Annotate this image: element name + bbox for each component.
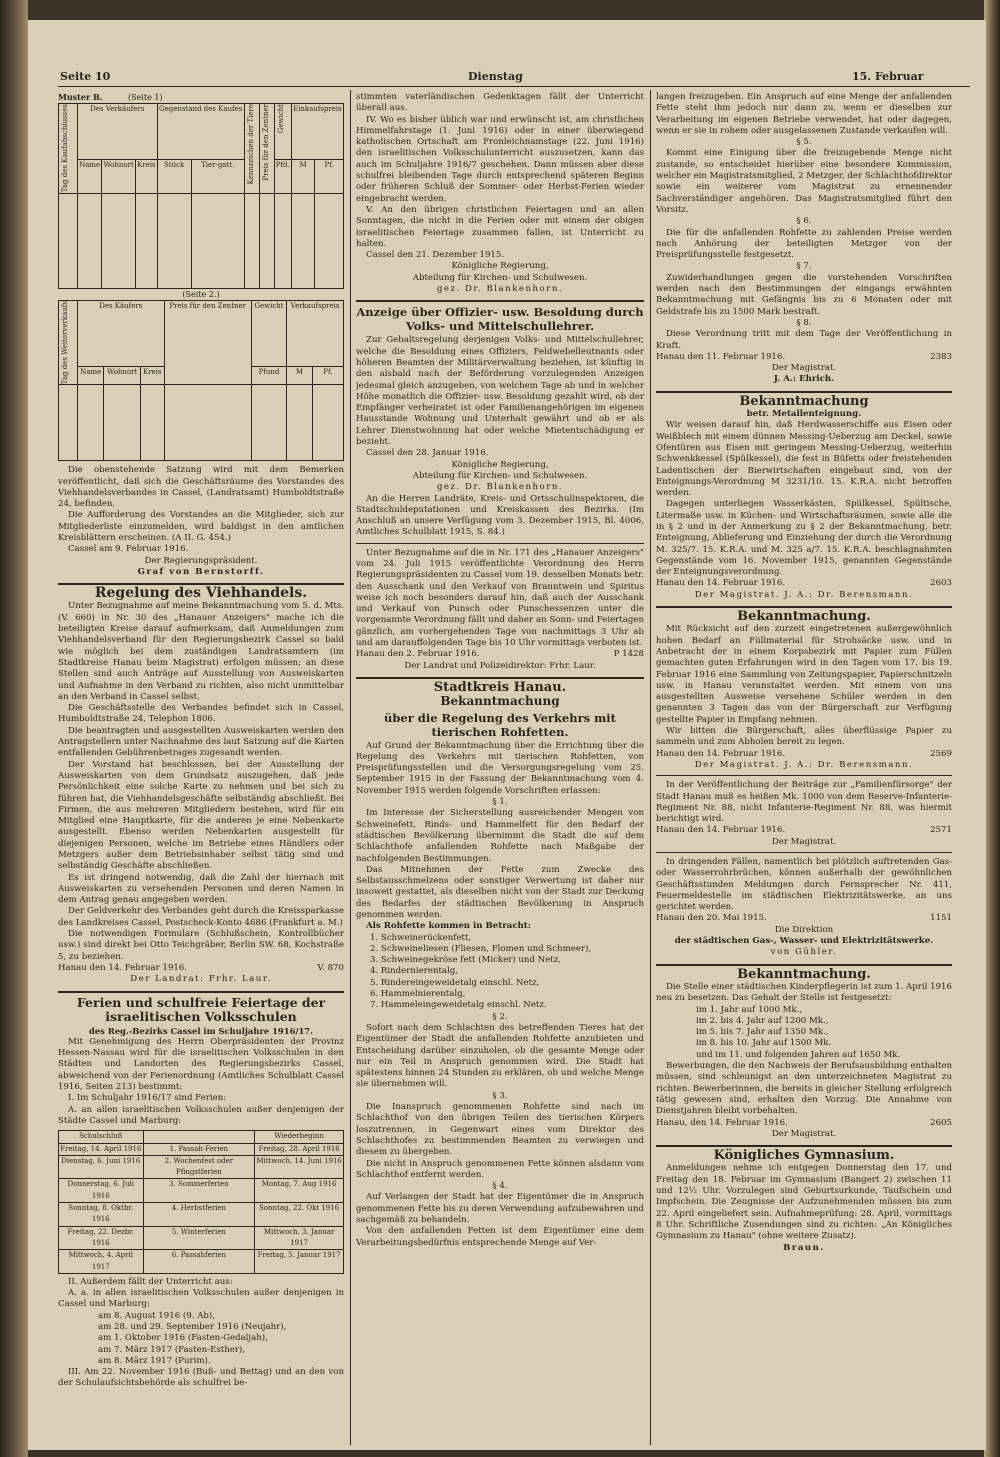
notice-text: Von den anfallenden Fetten ist dem Eigentümer eine dem Verarbeitungsbedürfnis entsprechende Menge auf Ver-: [356, 1226, 644, 1248]
dateline-date: Hanau den 14. Februar 1916.: [656, 748, 786, 759]
dateline: [656, 749, 952, 760]
cell: Mittwoch, 4. April 1917: [59, 1250, 144, 1274]
section-subtitle: betr. Metallenteignung.: [746, 409, 862, 420]
notice-text: Sofort nach dem Schlachten des betreffenden Tieres hat der Eigentümer der Stadt die anfallenden Rohfette anzubieten und Entscheidung darüber einzuholen, ob die gesamte Menge oder nur ein Teil in Anspruch genommen wird. Die Stadt hat spätestens binnen 24 Stunden zu erklären, ob und welche Menge sie übernehmen will.: [356, 1022, 644, 1090]
divider: [356, 543, 644, 544]
th-name: Name: [78, 160, 102, 193]
reference-number: V. 870: [317, 962, 344, 973]
divider: [656, 1145, 952, 1147]
signature: Königliche Regierung,: [451, 261, 549, 272]
notice-text: langen freizugeben. Ein Anspruch auf eine Menge der anfallenden Fette steht ihm jedoch nur dann zu, wenn er dieselben zur Verarbeitung im eigenen Betriebe verwendet, hat oder dagegen, wenn er sie in rohem oder ausgelassenen Zustande verkaufen will.: [656, 92, 952, 136]
notice-text: Die nicht in Anspruch genommenen Fette können alsdann vom Schlachthof entfernt werden.: [356, 1158, 644, 1180]
th-stueck: Stück: [157, 160, 191, 193]
th-gegenstand: Gegenstand des Kaufes: [157, 104, 244, 160]
th2-m: M: [287, 366, 313, 384]
list-item: 4. Rindernierentalg,: [370, 966, 459, 977]
reference-number: 2603: [930, 578, 952, 589]
paragraph-number: § 2.: [492, 1011, 508, 1022]
signature: J. A.: Ehrich.: [773, 374, 835, 385]
divider: [356, 677, 644, 679]
table-row: [59, 1226, 344, 1250]
list-item: und im 11. und folgenden Jahren auf 1650 Mk.: [696, 1049, 901, 1060]
th-tag: Tag des Kaufabschlusses: [61, 104, 69, 193]
cell: Freitag, 14. April 1916: [59, 1143, 144, 1155]
divider: [656, 606, 952, 608]
form-table-1: [58, 103, 344, 288]
section-title: über die Regelung des Verkehrs mit tierischen Rohfetten.: [384, 710, 616, 739]
notice-text: Die für die anfallenden Rohfette zu zahlenden Preise werden nach Anhörung der beteiligten Metzger von der Preisprüfungsstelle festgesetzt.: [656, 227, 952, 261]
cell: Dienstag, 6. Juni 1916: [59, 1155, 144, 1179]
notice-text: Bewerbungen, die den Nachweis der Berufsausbildung enthalten müssen, sind schleunigst an den unterzeichneten Magistrat zu richten. Bewerberinnen, die bereits in gleicher Stellung erfolgreich tätig gewesen sind, erhalten den Vorzug. Die Annahme von Dienstjahren bleibt vorbehalten.: [656, 1061, 952, 1117]
date-item: am 1. Oktober 1916 (Fasten-Gedaljah),: [98, 1333, 268, 1344]
dateline: [356, 649, 644, 660]
th-kreis: Kreis: [135, 160, 157, 193]
notice-text: Die Inanspruch genommenen Rohfette sind nach im Schlachthof von den übrigen Teilen des tierischen Körpers loszutrennen, in Gegenwart eines vom Direktor des Schlachthofes zu bestimmenden Beamten zu verwiegen und diesem zu übergeben.: [356, 1102, 644, 1158]
signature: Der Landrat: Frhr. Laur.: [130, 974, 272, 985]
notice-text: V. An den übrigen christlichen Feiertagen und an allen Sonntagen, die nicht in die Ferien oder mit einem der obigen israelitischen Feiertage zusammen fallen, ist Unterricht zu halten.: [356, 204, 644, 249]
notice-text: In dringenden Fällen, namentlich bei plötzlich auftretenden Gas- oder Wasserrohrbrüchen, können außerhalb der gewöhnlichen Geschäftsstunden Meldungen durch Fernsprecher Nr. 411, Feuermeldestelle im städtischen Elektrizitätswerke, an uns gerichtet werden.: [656, 857, 952, 913]
notice-text: A. a. in allen israelitischen Volksschulen außer denjenigen in Cassel und Marburg:: [58, 1288, 344, 1310]
section-title: Bekanntmachung: [440, 694, 560, 709]
signature: Der Magistrat. J. A.: Dr. Berensmann.: [694, 759, 914, 770]
fat-list: [356, 933, 644, 1012]
notice-text: Die beantragten und ausgestellten Ausweiskarten werden den Antragstellern unter Nachnahme des laut Satzung auf die Karten entfallenden Gebührenbetrages zugesandt werden.: [58, 725, 344, 759]
th2-gewicht: Gewicht: [251, 300, 286, 366]
notice-text: I. Im Schuljahr 1916/17 sind Ferien:: [68, 1093, 227, 1104]
weekday: Dienstag: [468, 70, 523, 83]
dateline: [656, 352, 952, 363]
th-m: M: [291, 160, 315, 193]
cell: Sonntag, 8. Oktbr. 1916: [59, 1203, 144, 1227]
column-divider: [350, 90, 351, 1445]
notice-text: stimmten vaterländischen Gedenktagen fällt der Unterricht überall aus.: [356, 92, 644, 114]
cell: Freitag, 28. April 1916: [255, 1143, 344, 1155]
cell: 1. Passah-Ferien: [143, 1143, 255, 1155]
cell: 4. Herbstferien: [143, 1203, 255, 1227]
table-row: [59, 1143, 344, 1155]
notice-text: Es ist dringend notwendig, daß die Zahl der hiernach mit Ausweiskarten zu versehenden Personen und deren Namen in dem Antrag genau angegeben werden.: [58, 872, 344, 906]
date-item: am 8. August 1916 (9. Ab),: [98, 1310, 215, 1321]
notice-text: II. Außerdem fällt der Unterricht aus:: [68, 1276, 233, 1287]
cell: Freitag, 5. Januar 1917: [255, 1250, 344, 1274]
notice-text: An die Herren Landräte, Kreis- und Ortsschulinspektoren, die Stadtschuldeputationen und Kreiskassen des Bezirks. (Im Anschluß an unsere Verfügung vom 3. Dezember 1915, Bl. 4006, Amtliches Schulblatt 1915, S. 84.): [356, 493, 644, 538]
table-row: [59, 1203, 344, 1227]
salary-list: [656, 1005, 952, 1061]
column-2: [356, 92, 644, 1249]
reference-number: 1151: [930, 913, 952, 924]
form-page1-label: (Seite 1): [127, 93, 163, 102]
th2-pf: Pf.: [312, 366, 343, 384]
table-row: [59, 1155, 344, 1179]
dateline-date: Hanau den 14. Februar 1916.: [58, 962, 188, 973]
date-item: am 8. März 1917 (Purim).: [98, 1355, 211, 1366]
section-title: Ferien und schulfreie Feiertage der israelitischen Volksschulen: [76, 994, 326, 1024]
th-einkauf: Einkaufspreis: [291, 104, 343, 160]
dateline-date: Hanau den 14. Februar 1916.: [656, 825, 786, 836]
th-schulschluss: Schulschluß: [59, 1131, 144, 1143]
binding-edge: [0, 0, 28, 1457]
notice-text: Zur Gehaltsregelung derjenigen Volks- und Mittelschullehrer, welche die Besoldung eines Offiziers, Feldwebelleutnants oder höheren Beamten der Militärverwaltung beziehen, ist künftig in den alsbald nach der Beförderung vorzulegenden Anzeigen jedesmal gleich anzugeben, von welchem Tage ab und in welcher Höhe monatlich die Offizier- usw. Besoldung gezahlt wird, ob der Empfänger verheiratet ist oder Familienangehörigen im eigenen Hausstande Wohnung und Unterhalt gewährt und ob er als Lehrer Dienstwohnung hat oder welche Mietentschädigung er bezieht.: [356, 335, 644, 448]
notice-text: Der Vorstand hat beschlossen, bei der Ausstellung der Ausweiskarten von dem Grundsatz auszugehen, daß jede Persönlichkeit eine solche Karte zu nehmen und bei sich zu führen hat, die Viehhandelsgeschäfte selbständig abschließt. Bei Firmen, die aus mehreren Mitgliedern bestehen, wird für ein Mitglied eine Hauptkarte, für die anderen je eine Nebenkarte ausgestellt. Ebenso werden Nebenkarten ausgestellt für diejenigen Personen, welche im Betriebe eines Händlers oder Metzgers außer dem Betriebsinhaber selbst tätig sind und selbständig Geschäfte abschließen.: [58, 759, 344, 872]
notice-text: Der Geldverkehr des Verbandes geht durch die Kreissparkasse des Landkreises Cassel, Postscheck-Konto 4686 (Frankfurt a. M.): [58, 906, 344, 928]
signature: von Gühler.: [770, 947, 838, 958]
signature: Der Magistrat.: [771, 836, 837, 847]
list-item: 5. Rindereingeweidetalg einschl. Netz,: [370, 977, 540, 988]
th-pf: Pf.: [315, 160, 344, 193]
notice-text: Kommt eine Einigung über die freizugebende Menge nicht zustande, so entscheidet hierüber eine besondere Kommission, welcher ein Magistratsmitglied, 2 Metzger, der Schlachthofdirektor sowie ein weiterer vom Magistrat zu ernennender Sachverständiger angehören. Das Magistratsmitglied führt den Vorsitz.: [656, 148, 952, 215]
column-3: [656, 92, 952, 1254]
date-item: am 7. März 1917 (Fasten-Esther),: [98, 1344, 246, 1355]
list-item: im 8. bis 10. Jahr auf 1500 Mk.: [696, 1038, 832, 1049]
notice-text: IV. Wo es bisher üblich war und erwünscht ist, am christlichen Himmelfahrstage (1. Juni 1916) oder in einer überwiegend katholischen Ortschaft am Fronleichnamstage (22. Juni 1916) den israelitischen Volksschulunterricht auszusetzen, kann das auch im Schuljahre 1916/7 geschehen. Dann müssen aber diese schulfrei bleibenden Tage durch entsprechend späteren Beginn oder früheren Schluß der Sommer- oder Herbst-Ferien wieder eingebracht werden.: [356, 114, 644, 204]
divider: [356, 300, 644, 302]
table-row: [59, 1250, 344, 1274]
notice-text: Unter Bezugnahme auf die in Nr. 171 des „Hanauer Anzeigers" vom 24. Juli 1915 veröffentlichte Verordnung des Herrn Regierungspräsidenten zu Cassel vom 19. desselben Monats betr. den Ausschank und den Verkauf von Branntwein und Spiritus weise ich noch besonders darauf hin, daß auch der Ausschank und Verkauf von Punsch oder Punschessenzen unter die vorgenannte Verordnung fällt und daher an Sonn- und Feiertagen gänzlich, am vorhergehenden Tage von nachmittags 3 Uhr ab und am darauffolgenden Tage bis 10 Uhr vormittags verboten ist.: [356, 547, 644, 649]
dateline-date: Hanau, den 14. Februar 1916.: [656, 1117, 788, 1128]
dateline: [656, 578, 952, 589]
section-title: Bekanntmachung: [739, 393, 869, 409]
cell: Mittwoch, 3. Januar 1917: [255, 1226, 344, 1250]
th-tiergatt: Tier-gatt.: [191, 160, 244, 193]
section-title: Stadtkreis Hanau.: [433, 679, 567, 695]
th-pfd: Pfd.: [274, 160, 291, 193]
section-title: Bekanntmachung.: [737, 966, 871, 982]
notice-text: Die obenstehende Satzung wird mit dem Bemerken veröffentlicht, daß sich die Geschäftsräume des Vorstandes des Viehhandelsverbandes in Cassel, (Landratsamt) Humboldtstraße 24, befinden.: [58, 465, 344, 510]
notice-text: Auf Verlangen der Stadt hat der Eigentümer die in Anspruch genommenen Fette bis zu deren Verwendung aufzubewahren und sachgemäß zu behandeln.: [356, 1192, 644, 1226]
divider: [656, 852, 952, 853]
list-item: im 1. Jahr auf 1000 Mk.,: [696, 1004, 803, 1015]
notice-text: Als Rohfette kommen in Betracht:: [366, 921, 531, 932]
page-number: Seite 10: [60, 70, 111, 83]
dateline: Cassel den 21. Dezember 1915.: [366, 250, 505, 261]
section-title: Königliches Gymnasium.: [713, 1148, 895, 1164]
cell: 5. Winterferien: [143, 1226, 255, 1250]
notice-text: Mit Rücksicht auf den zurzeit eingetretenen außergewöhnlich hohen Bedarf an Füllmaterial für Strohsäcke usw. und in Anbetracht der in einem Korpsbezirk mit Papier zum Füllen gemachten guten Erfahrungen wird in den Tagen vom 17. bis 19. Februar 1916 eine Sammlung von Zeitungspapier, Papierschnitzeln usw. in Hanau veranstaltet werden. Mit einem von uns ausgestellten Ausweise versehene Schüler werden in den genannten 3 Tagen das von der Bürgerschaft zur Verfügung gestellte Papier in Empfang nehmen.: [656, 624, 952, 725]
signature: der städtischen Gas-, Wasser- und Elektrizitätswerke.: [674, 936, 934, 947]
list-item: im 2. bis 4. Jahr auf 1200 Mk.,: [696, 1015, 829, 1026]
notice-text: A. an allen israelitischen Volksschulen außer denjenigen der Städte Cassel und Marburg:: [58, 1104, 344, 1126]
reference-number: 2569: [930, 748, 952, 759]
signature: Braun.: [783, 1242, 825, 1253]
form-table-2: [58, 300, 344, 461]
notice-text: Wir bitten die Bürgerschaft, alles überflüssige Papier zu sammeln und zum Abholen bereit zu legen.: [656, 726, 952, 748]
list-item: 6. Hammelnierentalg,: [370, 989, 466, 1000]
notice-text: Die Geschäftsstelle des Verbandes befindet sich in Cassel, Humboldtstraße 24, Telephon 1806.: [58, 703, 344, 725]
paragraph-number: § 4.: [492, 1181, 508, 1192]
holiday-table: [58, 1130, 344, 1274]
signature: Der Magistrat. J. A.: Dr. Berensmann.: [694, 589, 914, 600]
section-title: Regelung des Viehhandels.: [94, 585, 308, 602]
dateline-date: Hanau den 20. Mai 1915.: [656, 913, 767, 924]
list-item: im 5. bis 7. Jahr auf 1350 Mk.,: [696, 1027, 829, 1038]
signature: Graf von Bernstorff.: [137, 566, 265, 577]
header-rule: [58, 86, 970, 87]
list-item: 1. Schweinerückenfett,: [370, 932, 472, 943]
newspaper-page: [28, 20, 986, 1450]
dateline-date: Hanau den 2. Februar 1916.: [356, 649, 480, 660]
cell: Donnerstag, 6. Juli 1916: [59, 1179, 144, 1203]
cell: 3. Sommerferien: [143, 1179, 255, 1203]
notice-text: Die Aufforderung des Vorstandes an die Mitglieder, sich zur Mitgliederliste einzumelden, wird baldigst in den amtlichen Kreisblättern erscheinen. (A II. G. 454.): [58, 510, 344, 543]
th-wiederbeginn: Wiederbeginn: [255, 1131, 344, 1143]
signature: Königliche Regierung,: [451, 459, 549, 470]
reference-number: P 1428: [613, 649, 644, 660]
signature: gez. Dr. Blankenhorn.: [436, 482, 564, 493]
column-divider: [650, 90, 651, 1445]
signature: Die Direktion: [774, 924, 834, 935]
reference-number: 2605: [930, 1117, 952, 1128]
signature: Der Regierungspräsident.: [144, 555, 258, 566]
th2-preis: Preis für den Zentner: [164, 300, 251, 384]
notice-text: Unter Bezugnahme auf meine Bekanntmachung vom 5. d. Mts. (V. 660) in Nr. 30 des „Hanauer Anzeigers" mache ich die beteiligten Kreise darauf aufmerksam, daß Anmeldungen zum Viehhandelsverband für den Regierungsbezirk Cassel so bald wie möglich bei dem zuständigen Landratsamtern (im Stadtkreise Hanau beim Magistrat) erfolgen müssen; an diese Stellen sind auch Anträge auf Ausstellung von Ausweiskarten und Aufnahme in den Verband zu richten, also nicht unmittelbar an den Verband in Cassel selbst.: [58, 601, 344, 702]
signature: Abteilung für Kirchen- und Schulwesen.: [412, 272, 588, 283]
notice-text: Die notwendigen Formulare (Schlußschein, Kontrollbücher usw.) sind direkt bei Otto Teichgräber, Berlin SW. 68, Kochstraße 5, zu beziehen.: [58, 929, 344, 962]
dateline: [656, 913, 952, 924]
notice-text: Diese Verordnung tritt mit dem Tage der Veröffentlichung in Kraft.: [656, 329, 952, 351]
notice-text: Auf Grund der Bekanntmachung über die Errichtung über die Regelung des Verkehrs mit tierischen Rohfetten, von Preisprüfungsstellen und die Versorgungsregelung vom 25. September 1915 in der Fassung der Bekanntmachung vom 4. November 1915 werden folgende Vorschriften erlassen:: [356, 740, 644, 796]
th-wohnort: Wohnort: [102, 160, 136, 193]
reference-number: 2571: [930, 825, 952, 836]
notice-text: Zuwiderhandlungen gegen die vorstehenden Vorschriften werden nach den Bestimmungen der eingangs erwähnten Bekanntmachung mit Gefängnis bis zu 6 Monaten oder mit Geldstrafe bis zu 1500 Mark bestraft.: [656, 272, 952, 317]
dateline: [656, 825, 952, 836]
paragraph-number: § 1.: [492, 797, 508, 808]
page-edge: [984, 0, 1000, 1457]
dateline-date: Hanau den 14. Februar 1916.: [656, 578, 786, 589]
notice-text: Anmeldungen nehme ich entgegen Donnerstag den 17. und Freitag den 18. Februar im Gymnasium (Bangert 2) zwischen 11 und 12½ Uhr. Vorzulegen sind Geburtsurkunde, Taufschein und Impfschein. Die Zeugnisse der Aufzunehmenden müssen bis zum 22. April eingeliefert sein. Aufnahmeprüfung: 28. April, vormittags 8 Uhr. Schriftliche Zusendungen sind zu richten: „An Königliches Gymnasium zu Hanau" (ohne weitere Zusatz).: [656, 1163, 952, 1242]
paragraph-number: § 7.: [796, 261, 812, 272]
signature: Der Magistrat.: [771, 1128, 837, 1139]
signature: Der Landrat und Polizeidirektor: Frhr. Laur.: [404, 660, 596, 671]
cell: Freitag, 22. Dezbr. 1916: [59, 1226, 144, 1250]
signature: Der Magistrat.: [771, 363, 837, 374]
notice-text: III. Am 22. November 1916 (Buß- und Bettag) und an den von der Schulaufsichtsbehörde als schulfrei be-: [58, 1367, 344, 1389]
paragraph-number: § 8.: [796, 317, 812, 328]
cell: 2. Wochenfest oder Pfingstferien: [143, 1155, 255, 1179]
column-1: [58, 92, 344, 1390]
divider: [656, 964, 952, 966]
signature: Abteilung für Kirchen- und Schulwesen.: [412, 470, 588, 481]
dateline-date: Hanau den 11. Februar 1916.: [656, 351, 786, 362]
list-item: 2. Schweineliesen (Fliesen, Flomen und Schmeer),: [370, 943, 592, 954]
th-preis: Preis für den Zentner: [261, 104, 270, 181]
list-item: 7. Hammeleingeweidetalg einschl. Netz.: [370, 1000, 547, 1011]
notice-text: Mit Genehmigung des Herrn Oberpräsidenten der Provinz Hessen-Nassau wird für die israelitischen Volksschulen in den Städten und Landorten des Regierungsbezirks Cassel, abweichend von der Ferienordnung (Amtliches Schulblatt Cassel 1916, Seiten 213) bestimmt:: [58, 1036, 344, 1093]
notice-text: Wir weisen darauf hin, daß Herdwasserschiffe aus Eisen oder Weißblech mit einem dünnen Messing-Ueberzug am Deckel, sowie Ofentüren aus Eisen mit geringem Messing-Ueberzug, weiterhin Schwenkkessel (Spülkessel), die fest in Büfetts oder freistehenden Ladentischen der Bierwirtschaften eingebaut sind, von der Enteignungs-Verordnung M 3231/10. 15. K.R.A. nicht betroffen werden.: [656, 420, 952, 499]
form-page2-label: (Seite 2.): [182, 289, 220, 299]
section-title: Bekanntmachung.: [737, 609, 871, 625]
divider: [656, 391, 952, 393]
th2-kaeufer: Des Käufers: [78, 300, 165, 366]
th-verkaeufer: Des Verkäufers: [78, 104, 158, 160]
th-gewicht: Gewicht: [276, 104, 285, 134]
th2-verkauf: Verkaufspreis: [287, 300, 344, 366]
section-title: Anzeige über Offizier- usw. Besoldung durch Volks- und Mittelschullehrer.: [356, 305, 644, 334]
cell: Mittwoch, 14. Juni 1916: [255, 1155, 344, 1179]
th-kennz: Kennzeichen der Tiere: [246, 104, 255, 185]
list-item: 3. Schweinegekröse fett (Micker) und Netz,: [370, 955, 562, 966]
th2-kreis: Kreis: [140, 366, 164, 384]
divider: [58, 991, 344, 993]
notice-text: Im Interesse der Sicherstellung ausreichender Mengen von Schweinefett, Rinds- und Hammelfett für den Bedarf der städtischen Bevölkerung übernimmt die Stadt die auf dem Schlachthofe anfallenden Rohfette nach Maßgabe der nachfolgenden Bestimmungen.: [356, 808, 644, 864]
th2-tag: Tag des Weiterverkaufs: [61, 300, 69, 385]
th2-wohnort: Wohnort: [104, 366, 141, 384]
notice-text: Dagegen unterliegen Wasserkästen, Spülkessel, Spültische, Litermaße usw. in Küchen- und Wirtschaftsräumen, sowie alle die in § 2 und in der Anmerkung zu § 2 der Bekanntmachung, betr. Enteignung, Ablieferung und Einziehung der durch die Verordnung M. 325/7. 15. K.R.A. und M. 325 a/7. 15. K.R.A. beschlagnahmten Gegenstände vom 16. November 1915, genannten Gegenstände der Enteignungsverordnung.: [656, 499, 952, 578]
table-row: [59, 1179, 344, 1203]
divider: [656, 775, 952, 776]
form-muster: Muster B.: [58, 92, 103, 102]
date-item: am 28. und 29. September 1916 (Neujahr),: [98, 1321, 287, 1332]
cell: Sonntag, 22. Okt 1916: [255, 1203, 344, 1227]
dateline: [656, 1118, 952, 1129]
paragraph-number: § 3.: [492, 1090, 508, 1101]
dateline: [58, 963, 344, 974]
dateline: Cassel am 9. Februar 1916.: [68, 544, 189, 555]
paragraph-number: § 5.: [796, 137, 812, 148]
notice-text: In der Veröffentlichung der Beiträge zur „Familienfürsorge" der Stadt Hanau muß es heißen Mk. 1000 von dem Reserve-Infanterie-Regiment Nr. 88, nicht Infanterie-Regiment Nr. 88, was hiermit berichtigt wird.: [656, 780, 952, 825]
dateline: Cassel den 28. Januar 1916.: [366, 448, 489, 459]
notice-text: Das Mitnehmen der Fette zum Zwecke des Selbstausschmelzens oder sonstiger Verwertung ist daher nur insoweit gestattet, als dieselben nicht von der Stadt zur Deckung des Bedarfes der städtischen Bevölkerung in Anspruch genommen werden.: [356, 864, 644, 920]
date-header: 15. Februar: [852, 70, 924, 83]
notice-text: Die Stelle einer städtischen Kinderpflegerin ist zum 1. April 1916 neu zu besetzen. Das Gehalt der Stelle ist festgesetzt:: [656, 981, 952, 1004]
reference-number: 2383: [930, 351, 952, 362]
signature: gez. Dr. Blankenhorn.: [436, 284, 564, 295]
th2-pfund: Pfund: [251, 366, 286, 384]
paragraph-number: § 6.: [796, 216, 812, 227]
section-subtitle: des Reg.-Bezirks Cassel im Schuljahre 1916/17.: [88, 1025, 314, 1036]
cell: Montag, 7. Aug 1916: [255, 1179, 344, 1203]
form-label-row: [58, 92, 344, 103]
th2-name: Name: [78, 366, 104, 384]
cell: 6. Passahferien: [143, 1250, 255, 1274]
